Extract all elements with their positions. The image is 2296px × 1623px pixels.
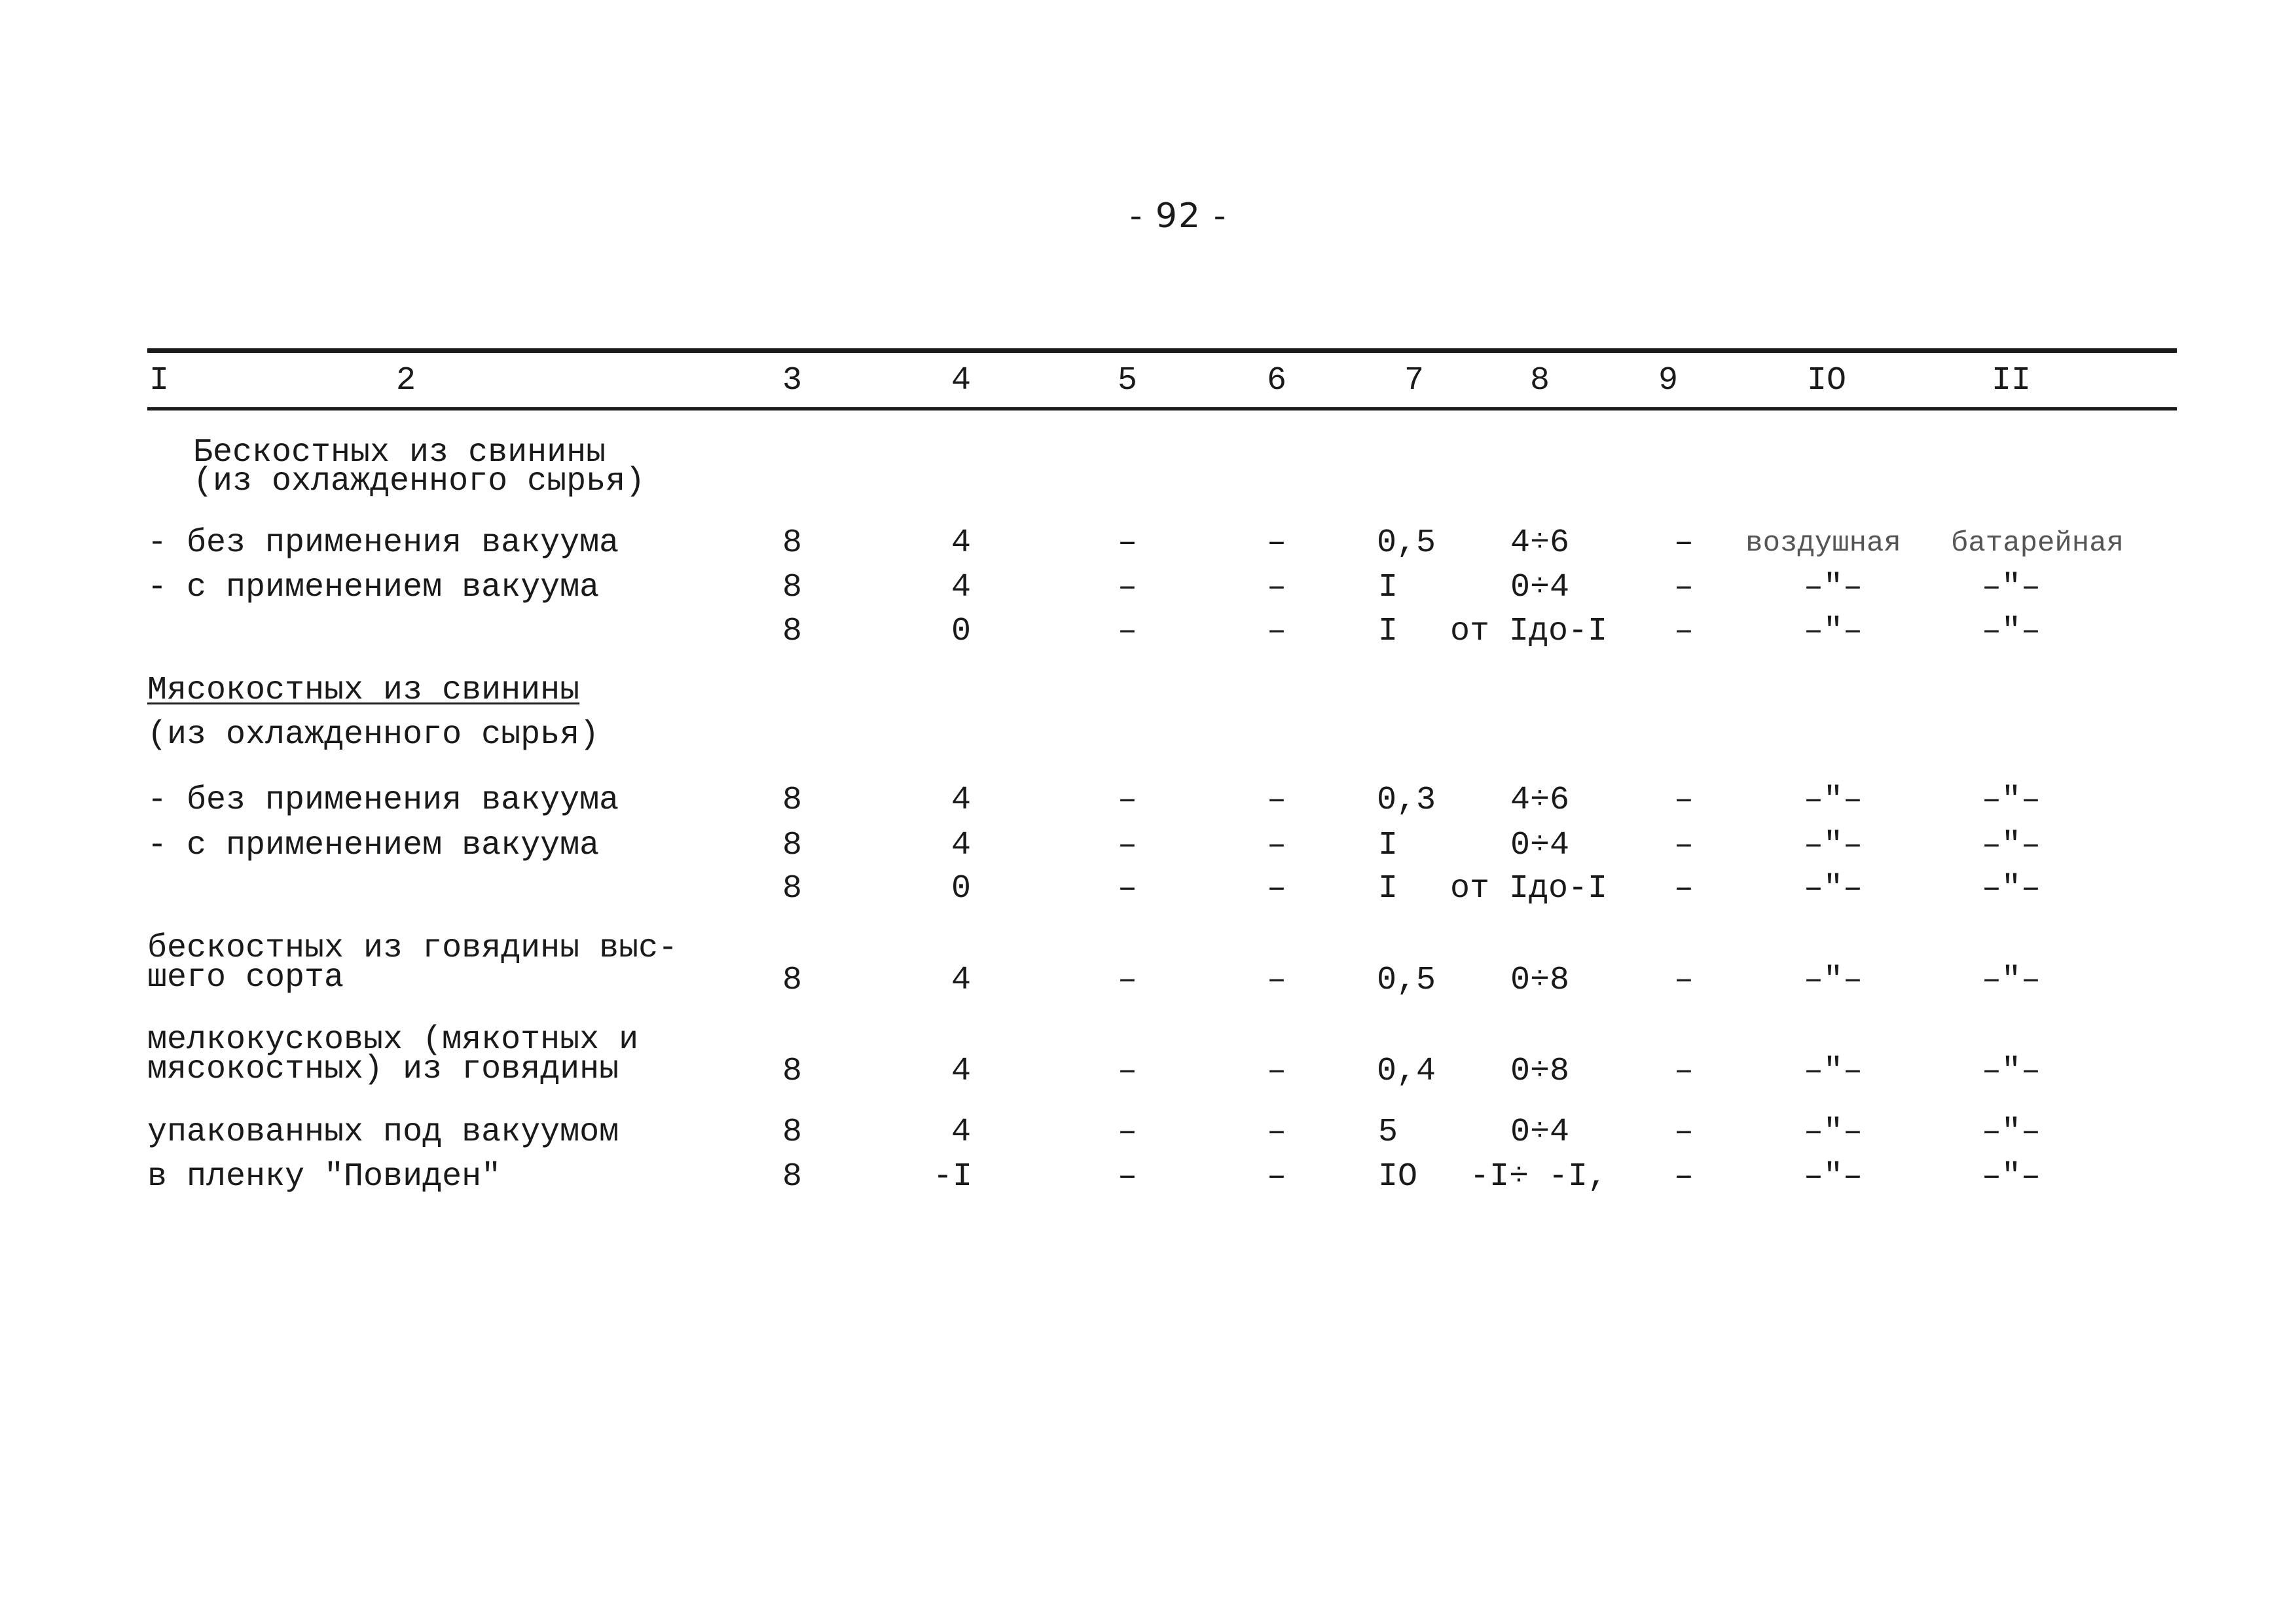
cell-col-6: – — [1266, 1053, 1287, 1090]
cell-col-5: – — [1117, 1053, 1138, 1090]
cell-col-4: 4 — [951, 1114, 972, 1151]
section-title: (из охлажденного сырья) — [193, 463, 646, 500]
cell-col-7: 5 — [1377, 1114, 1398, 1151]
cell-col-10: –"– — [1803, 569, 1863, 606]
cell-col-3: 8 — [782, 782, 803, 819]
cell-col-5: – — [1117, 569, 1138, 606]
row-label: - с применением вакуума — [147, 827, 600, 864]
cell-col-6: – — [1266, 613, 1287, 650]
cell-col-4: 4 — [951, 962, 972, 999]
cell-col-4: 0 — [951, 870, 972, 907]
cell-col-6: – — [1266, 1114, 1287, 1151]
section-title: бескостных из говядины выс- — [147, 930, 678, 967]
cell-col-4: 4 — [951, 569, 972, 606]
cell-col-9: – — [1673, 1158, 1694, 1195]
cell-col-11: –"– — [1981, 1053, 2041, 1090]
cell-col-7: I — [1377, 870, 1398, 907]
section-title: Мясокостных из свинины — [147, 672, 580, 709]
cell-col-3: 8 — [782, 1158, 803, 1195]
cell-col-8: -I÷ -I, — [1469, 1158, 1608, 1195]
column-header-5: 5 — [1117, 362, 1138, 399]
column-header-1: I — [149, 362, 170, 399]
table-header-rule — [147, 407, 2177, 410]
cell-col-9: – — [1673, 782, 1694, 819]
cell-col-7: I — [1377, 569, 1398, 606]
column-header-9: 9 — [1658, 362, 1679, 399]
column-header-6: 6 — [1266, 362, 1287, 399]
column-header-3: 3 — [782, 362, 803, 399]
cell-col-3: 8 — [782, 870, 803, 907]
cell-col-8: 4÷6 — [1510, 782, 1570, 819]
column-header-7: 7 — [1404, 362, 1425, 399]
column-header-11: II — [1991, 362, 2032, 399]
cell-col-7: I — [1377, 613, 1398, 650]
cell-col-9: – — [1673, 870, 1694, 907]
section-title: Бескостных из свинины — [193, 434, 606, 471]
cell-col-10: –"– — [1803, 962, 1863, 999]
row-label: - без применения вакуума — [147, 524, 619, 562]
cell-col-5: – — [1117, 782, 1138, 819]
cell-col-6: – — [1266, 524, 1287, 562]
cell-col-9: – — [1673, 1053, 1694, 1090]
section-title: мелкокусковых (мякотных и — [147, 1021, 639, 1059]
cell-col-8: 0÷8 — [1510, 962, 1570, 999]
cell-col-3: 8 — [782, 827, 803, 864]
cell-col-11: –"– — [1981, 1158, 2041, 1195]
cell-col-10: –"– — [1803, 1053, 1863, 1090]
cell-col-11: –"– — [1981, 1114, 2041, 1151]
row-label: - с применением вакуума — [147, 569, 600, 606]
cell-col-11: –"– — [1981, 962, 2041, 999]
cell-col-8: 0÷4 — [1510, 1114, 1570, 1151]
cell-col-10: –"– — [1803, 1158, 1863, 1195]
cell-col-6: – — [1266, 569, 1287, 606]
cell-col-7: 0,4 — [1376, 1053, 1436, 1090]
cell-col-6: – — [1266, 827, 1287, 864]
cell-col-5: – — [1117, 870, 1138, 907]
cell-col-7: 0,5 — [1376, 962, 1436, 999]
cell-col-9: – — [1673, 1114, 1694, 1151]
cell-col-5: – — [1117, 827, 1138, 864]
cell-col-8: 0÷4 — [1510, 827, 1570, 864]
cell-col-10: –"– — [1803, 782, 1863, 819]
section-title: шего сорта — [147, 959, 344, 996]
table-top-rule — [147, 348, 2177, 353]
cell-col-8: от Iдо-I — [1449, 870, 1608, 907]
cell-col-11: батарейная — [1950, 527, 2124, 560]
cell-col-9: – — [1673, 524, 1694, 562]
cell-col-6: – — [1266, 782, 1287, 819]
cell-col-11: –"– — [1981, 827, 2041, 864]
cell-col-9: – — [1673, 827, 1694, 864]
cell-col-11: –"– — [1981, 613, 2041, 650]
cell-col-5: – — [1117, 1114, 1138, 1151]
cell-col-3: 8 — [782, 962, 803, 999]
cell-col-8: от Iдо-I — [1449, 613, 1608, 650]
cell-col-10: –"– — [1803, 827, 1863, 864]
cell-col-11: –"– — [1981, 569, 2041, 606]
column-header-2: 2 — [395, 362, 416, 399]
cell-col-5: – — [1117, 962, 1138, 999]
cell-col-4: 4 — [951, 782, 972, 819]
row-label: - без применения вакуума — [147, 782, 619, 819]
cell-col-8: 4÷6 — [1510, 524, 1570, 562]
cell-col-10: –"– — [1803, 870, 1863, 907]
column-header-8: 8 — [1529, 362, 1550, 399]
cell-col-3: 8 — [782, 613, 803, 650]
cell-col-3: 8 — [782, 524, 803, 562]
cell-col-4: 4 — [951, 827, 972, 864]
cell-col-7: I — [1377, 827, 1398, 864]
cell-col-6: – — [1266, 870, 1287, 907]
column-header-4: 4 — [951, 362, 972, 399]
cell-col-7: 0,5 — [1376, 524, 1436, 562]
cell-col-11: –"– — [1981, 782, 2041, 819]
cell-col-5: – — [1117, 613, 1138, 650]
cell-col-7: 0,3 — [1376, 782, 1436, 819]
cell-col-8: 0÷8 — [1510, 1053, 1570, 1090]
section-title: (из охлажденного сырья) — [147, 716, 600, 754]
cell-col-5: – — [1117, 524, 1138, 562]
cell-col-3: 8 — [782, 1053, 803, 1090]
cell-col-6: – — [1266, 1158, 1287, 1195]
cell-col-7: IO — [1377, 1158, 1418, 1195]
cell-col-4: 4 — [951, 1053, 972, 1090]
cell-col-3: 8 — [782, 569, 803, 606]
cell-col-9: – — [1673, 962, 1694, 999]
row-label: упакованных под вакуумом — [147, 1114, 619, 1151]
cell-col-10: воздушная — [1745, 527, 1901, 560]
cell-col-6: – — [1266, 962, 1287, 999]
cell-col-4: 4 — [951, 524, 972, 562]
page-number: - 92 - — [1129, 196, 1228, 236]
cell-col-9: – — [1673, 569, 1694, 606]
cell-col-3: 8 — [782, 1114, 803, 1151]
cell-col-10: –"– — [1803, 1114, 1863, 1151]
cell-col-4: -I — [932, 1158, 973, 1195]
cell-col-5: – — [1117, 1158, 1138, 1195]
row-label: в пленку "Повиден" — [147, 1158, 501, 1195]
section-title: мясокостных) из говядины — [147, 1051, 619, 1088]
cell-col-9: – — [1673, 613, 1694, 650]
column-header-10: IO — [1806, 362, 1847, 399]
cell-col-11: –"– — [1981, 870, 2041, 907]
cell-col-10: –"– — [1803, 613, 1863, 650]
cell-col-4: 0 — [951, 613, 972, 650]
cell-col-8: 0÷4 — [1510, 569, 1570, 606]
